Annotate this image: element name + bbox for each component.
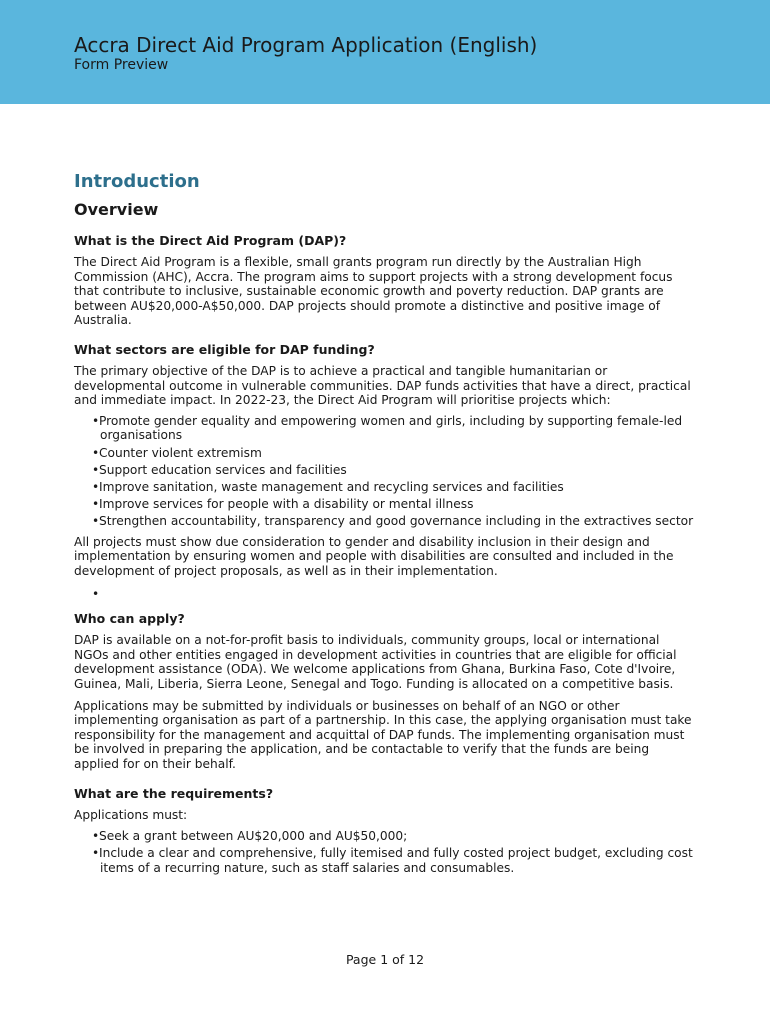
- list-item: • Support education services and facilities: [92, 462, 347, 477]
- section-title: Introduction: [74, 171, 200, 192]
- bullet-icon: •: [92, 445, 100, 460]
- paragraph: Applications must:: [74, 807, 188, 822]
- paragraph: DAP is available on a not-for-profit basis to individuals, community groups, local or international NGOs and other entities engaged in development activities in countries that are eligible for official development assistance (ODA). We welcome applications from Ghana, Burkina Faso, Cote d'Ivoire, Guinea, Mali, Liberia, Sierra Leone, Senegal and Togo. Funding is allocated on a competitive basis.: [74, 633, 677, 692]
- paragraph: The Direct Aid Program is a flexible, small grants program run directly by the Australian High Commission (AHC), Accra. The program aims to support projects with a strong development focus that contribute to inclusive, sustainable economic growth and poverty reduction. DAP grants are between AU$20,000-A$50,000. DAP projects should promote a distinctive and positive image of Australia.: [74, 255, 673, 328]
- list-item: • Include a clear and comprehensive, fully itemised and fully costed project budget, excluding cost items of a recurring nature, such as staff salaries and consumables.: [92, 846, 693, 875]
- sectors-list: [74, 414, 694, 529]
- list-item-empty: [74, 587, 694, 602]
- bullet-icon: •: [92, 586, 100, 601]
- list-item: • Counter violent extremism: [92, 445, 262, 460]
- form-content: [74, 170, 694, 876]
- question-heading: Who can apply?: [74, 611, 185, 627]
- list-item: • Seek a grant between AU$20,000 and AU$50,000;: [92, 829, 408, 844]
- bullet-icon: •: [92, 829, 100, 844]
- paragraph: All projects must show due consideration to gender and disability inclusion in their design and implementation by ensuring women and people with disabilities are consulted and included in the development of project proposals, as well as in their implementation.: [74, 534, 674, 579]
- bullet-icon: •: [92, 479, 100, 494]
- bullet-icon: •: [92, 514, 100, 529]
- page-number: Page 1 of 12: [345, 952, 425, 967]
- header-banner: [0, 0, 770, 104]
- question-heading: What are the requirements?: [74, 785, 274, 801]
- list-item: • Improve sanitation, waste management and recycling services and facilities: [92, 479, 564, 494]
- paragraph: Applications may be submitted by individuals or businesses on behalf of an NGO or other implementing organisation as part of a partnership. In this case, the applying organisation must take responsibility for the management and acquittal of DAP funds. The implementing organisation must be involved in preparing the application, and be contactable to verify that the funds are being applied for on their behalf.: [74, 698, 692, 771]
- paragraph: The primary objective of the DAP is to achieve a practical and tangible humanitarian or developmental outcome in vulnerable communities. DAP funds activities that have a direct, practical and immediate impact. In 2022-23, the Direct Aid Program will prioritise projects which:: [74, 363, 691, 408]
- form-subtitle: Form Preview: [74, 57, 169, 73]
- list-item: • Promote gender equality and empowering women and girls, including by supporting female-led organisations: [92, 413, 683, 443]
- list-item: • Strengthen accountability, transparency and good governance including in the extractives sector: [92, 514, 694, 529]
- bullet-icon: •: [92, 846, 100, 861]
- list-item: • Improve services for people with a disability or mental illness: [92, 497, 474, 512]
- question-heading: What is the Direct Aid Program (DAP)?: [74, 233, 347, 248]
- section-subtitle: Overview: [74, 200, 159, 219]
- empty-list: [74, 587, 694, 602]
- form-title: Accra Direct Aid Program Application (English): [74, 33, 538, 57]
- bullet-icon: •: [92, 413, 100, 428]
- requirements-list: [74, 829, 694, 875]
- bullet-icon: •: [92, 462, 100, 477]
- question-heading: What sectors are eligible for DAP funding?: [74, 341, 375, 357]
- bullet-icon: •: [92, 497, 100, 512]
